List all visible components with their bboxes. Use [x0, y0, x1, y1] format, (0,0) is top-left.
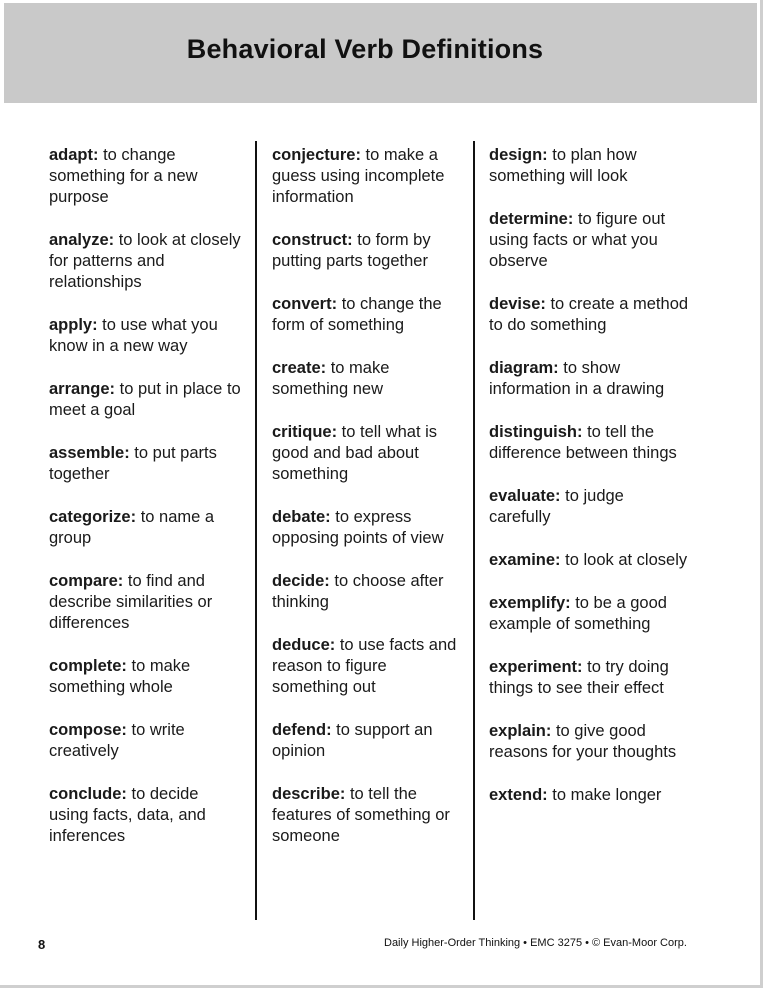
verb-term: describe:: [272, 785, 346, 803]
page-title: Behavioral Verb Definitions: [186, 34, 544, 64]
verb-term: compose:: [49, 721, 127, 739]
definition-entry: [49, 656, 241, 698]
definition-entry: [489, 550, 689, 571]
verb-term: explain:: [489, 722, 552, 740]
definition-entry: [272, 720, 462, 762]
definition-entry: [272, 422, 462, 485]
verb-definition: to use facts and reason to figure something out: [272, 636, 457, 696]
definition-entry: [489, 593, 689, 635]
verb-definition: to change the form of something: [272, 295, 442, 334]
definition-entry: [272, 635, 462, 698]
definition-entry: [489, 785, 689, 806]
verb-definition: to give good reasons for your thoughts: [489, 722, 677, 761]
definitions-column-1: [49, 145, 241, 869]
definition-entry: [49, 720, 241, 762]
verb-definition: to put parts together: [49, 444, 217, 483]
definition-entry: [489, 145, 689, 187]
verb-term: assemble:: [49, 444, 130, 462]
verb-term: examine:: [489, 551, 561, 569]
definition-entry: [272, 294, 462, 336]
verb-term: deduce:: [272, 636, 336, 654]
definition-entry: [272, 145, 462, 208]
definition-entry: [49, 315, 241, 357]
verb-term: critique:: [272, 423, 338, 441]
verb-definition: to name a group: [49, 508, 215, 547]
verb-term: create:: [272, 359, 327, 377]
verb-term: exemplify:: [489, 594, 571, 612]
footer-credit: Daily Higher-Order Thinking • EMC 3275 • © Evan-Moor Corp.: [384, 937, 687, 949]
page-number: 8: [38, 937, 46, 952]
verb-term: decide:: [272, 572, 330, 590]
definition-entry: [272, 784, 462, 847]
verb-definition: to choose after thinking: [272, 572, 444, 611]
verb-definition: to tell the features of something or someone: [272, 785, 450, 845]
verb-definition: to make something whole: [49, 657, 191, 696]
verb-definition: to look at closely for patterns and relationships: [49, 231, 241, 291]
verb-definition: to tell the difference between things: [489, 423, 677, 462]
column-divider-2: [473, 141, 475, 920]
verb-definition: to use what you know in a new way: [49, 316, 218, 355]
verb-definition: to decide using facts, data, and inferences: [49, 785, 206, 845]
definition-entry: [489, 486, 689, 528]
verb-term: evaluate:: [489, 487, 561, 505]
verb-definition: to judge carefully: [489, 487, 624, 526]
verb-term: design:: [489, 146, 548, 164]
verb-term: convert:: [272, 295, 338, 313]
definitions-column-3: [489, 145, 689, 828]
verb-definition: to put in place to meet a goal: [49, 380, 241, 419]
verb-definition: to make a guess using incomplete information: [272, 146, 445, 206]
definition-entry: [49, 230, 241, 293]
definition-entry: [49, 571, 241, 634]
definition-entry: [489, 422, 689, 464]
definition-entry: [489, 294, 689, 336]
definition-entry: [49, 379, 241, 421]
definition-entry: [49, 145, 241, 208]
verb-term: debate:: [272, 508, 331, 526]
verb-term: distinguish:: [489, 423, 583, 441]
verb-term: arrange:: [49, 380, 116, 398]
verb-term: complete:: [49, 657, 127, 675]
verb-term: analyze:: [49, 231, 115, 249]
verb-term: compare:: [49, 572, 124, 590]
verb-definition: to try doing things to see their effect: [489, 658, 669, 697]
verb-term: construct:: [272, 231, 353, 249]
definition-entry: [489, 657, 689, 699]
definition-entry: [49, 443, 241, 485]
definition-entry: [49, 784, 241, 847]
verb-definition: to write creatively: [49, 721, 185, 760]
verb-definition: to express opposing points of view: [272, 508, 444, 547]
verb-definition: to figure out using facts or what you observe: [489, 210, 666, 270]
verb-definition: to support an opinion: [272, 721, 433, 760]
verb-definition: to form by putting parts together: [272, 231, 431, 270]
verb-term: determine:: [489, 210, 574, 228]
verb-definition: to change something for a new purpose: [49, 146, 198, 206]
verb-term: categorize:: [49, 508, 137, 526]
definition-entry: [489, 209, 689, 272]
verb-term: diagram:: [489, 359, 559, 377]
definition-entry: [49, 507, 241, 549]
verb-term: conjecture:: [272, 146, 361, 164]
verb-definition: to create a method to do something: [489, 295, 689, 334]
verb-definition: to find and describe similarities or differences: [49, 572, 213, 632]
definitions-column-2: [272, 145, 462, 869]
verb-definition: to make longer: [547, 786, 662, 804]
verb-term: devise:: [489, 295, 546, 313]
verb-definition: to tell what is good and bad about something: [272, 423, 438, 483]
verb-term: apply:: [49, 316, 98, 334]
verb-definition: to show information in a drawing: [489, 359, 665, 398]
verb-term: experiment:: [489, 658, 583, 676]
definition-entry: [489, 358, 689, 400]
verb-term: extend:: [489, 786, 548, 804]
verb-definition: to look at closely: [560, 551, 688, 569]
definition-entry: [272, 358, 462, 400]
verb-definition: to plan how something will look: [489, 146, 637, 185]
definition-entry: [272, 571, 462, 613]
definition-entry: [272, 507, 462, 549]
verb-term: adapt:: [49, 146, 99, 164]
definition-entry: [272, 230, 462, 272]
verb-term: defend:: [272, 721, 332, 739]
verb-definition: to be a good example of something: [489, 594, 667, 633]
definition-entry: [489, 721, 689, 763]
verb-term: conclude:: [49, 785, 127, 803]
verb-definition: to make something new: [272, 359, 390, 398]
column-divider-1: [255, 141, 257, 920]
